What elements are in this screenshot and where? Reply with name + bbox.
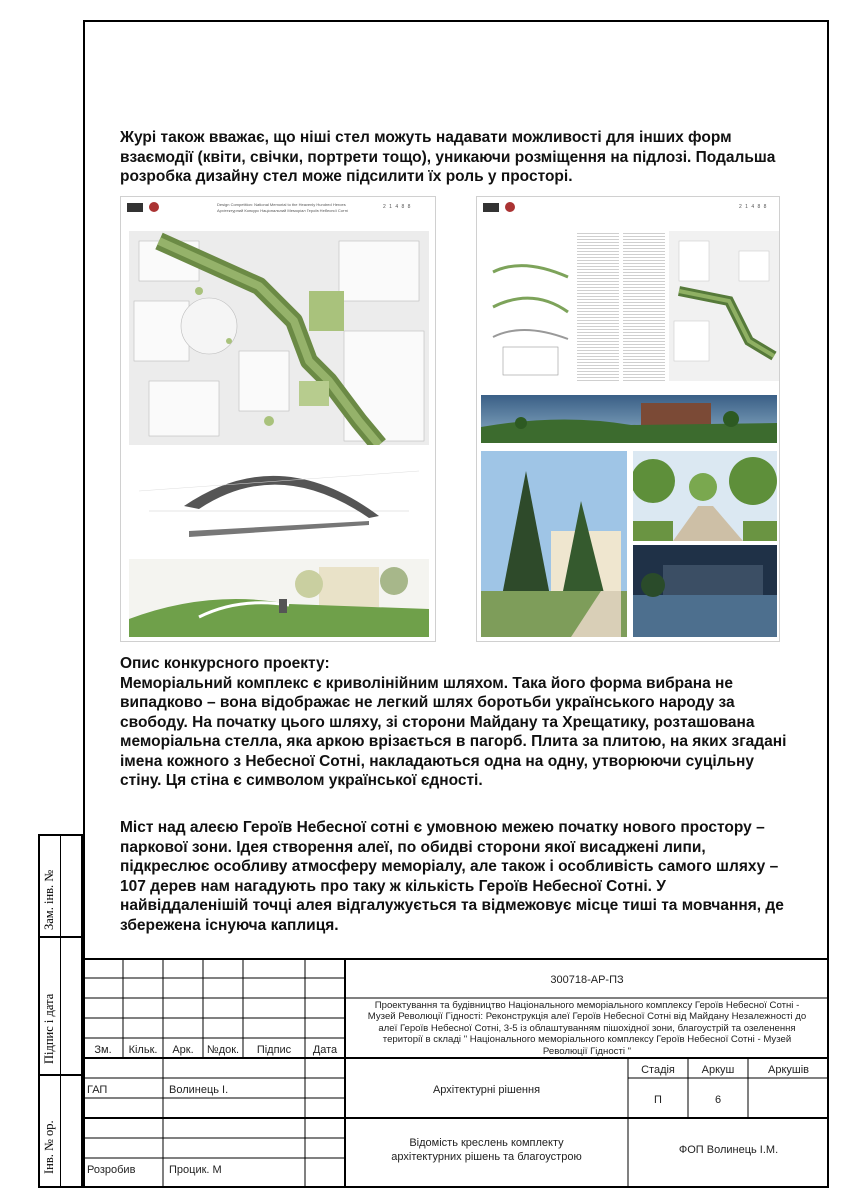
gap-label: ГАП — [87, 1084, 108, 1096]
side-stamp-zam-inv — [38, 834, 83, 938]
header-kilk: Кільк. — [128, 1044, 158, 1056]
sheet-value: 6 — [714, 1094, 722, 1106]
aerial-render-image — [669, 231, 779, 381]
board-emblem — [149, 202, 159, 212]
description-line: імена кожного з Небесної Сотні, накладаються одна на одну, утворюючи суцільну — [120, 752, 755, 770]
title-block — [83, 958, 829, 1188]
developer-name: Процик. М — [169, 1164, 222, 1176]
sheets-label: Аркушів — [767, 1064, 809, 1076]
stage-label: Стадія — [641, 1064, 675, 1076]
stage-value: П — [654, 1094, 662, 1106]
site-plan-image — [129, 231, 429, 445]
section-name: Архітектурні рішення — [432, 1084, 541, 1096]
perspective-render-image — [129, 559, 429, 637]
document-title-line: Відомість креслень комплекту — [409, 1137, 564, 1149]
sheet-label: Аркуш — [701, 1064, 735, 1076]
header-zm: Зм. — [94, 1044, 112, 1056]
description-line: підкреслює особливу атмосферу меморіалу, але також і особливість самого шляху – — [120, 858, 779, 875]
document-code: 300718-АР-ПЗ — [550, 974, 624, 986]
board-text-column — [577, 231, 619, 381]
stele-section-image — [129, 451, 429, 551]
header-ndok: №док. — [206, 1044, 240, 1056]
board-code: 2 1 4 8 8 — [383, 204, 412, 210]
competition-board-right — [476, 196, 780, 642]
project-name-line: території в складі " Національного меморіального комплексу Героїв Небесної Сотні - Музей — [382, 1034, 792, 1046]
competition-board-left — [120, 196, 436, 642]
intro-paragraph — [120, 128, 800, 187]
board-subtitle: Архітектурний Конкурс Національний Меморіал Героїв Небесної Сотні — [217, 208, 348, 213]
description-line: Меморіальний комплекс є криволінійним шляхом. Така його форма вибрана не — [120, 674, 734, 692]
description-line: 107 дерев нам нагадують про таку ж кількість Героїв Небесної Сотні. У — [120, 877, 666, 895]
project-name-line: Революції Гідності " — [542, 1045, 632, 1057]
board-emblem — [505, 202, 515, 212]
side-stamp-inv-or — [38, 1074, 83, 1188]
developer-label: Розробив — [87, 1164, 136, 1176]
night-render-image — [633, 545, 777, 637]
header-data: Дата — [312, 1044, 338, 1056]
project-name-line: Проектування та будівництво Національного меморіального комплексу Героїв Небесної Сотні - — [374, 1000, 800, 1011]
description-line: свободу. На початку цього шляху, зі сторони Майдану та Хрещатику, розташована — [120, 713, 755, 731]
description-line: найвіддаленішій точці алея відгалужується та відмежовує місце тиші та мовчання, де — [120, 897, 784, 914]
board-logo — [483, 203, 499, 212]
side-stamp-pidpys — [38, 936, 83, 1076]
document-title-line: архітектурних рішень та благоустрою — [391, 1151, 582, 1163]
description-line: збережена існуюча каплиця. — [120, 916, 339, 934]
header-pidpys: Підпис — [256, 1044, 292, 1056]
board-logo — [127, 203, 143, 212]
intro-line: взаємодії (квіти, свічки, портрети тощо), уникаючи розміщення на підлозі. Подальша — [120, 148, 776, 166]
project-name — [347, 1000, 827, 1057]
header-ark: Арк. — [172, 1044, 194, 1056]
description-line: випадково – вона відображає не легкий шлях боротьби українського народу за — [120, 694, 735, 711]
project-name-line: Музей Революції Гідності: Реконструкція алеї Героїв Небесної Сотні від Майдану Незалежності до — [367, 1011, 807, 1023]
gap-name: Волинець І. — [169, 1084, 229, 1096]
description-line: паркової зони. Ідея створення алеї, по обидві сторони якої висаджені липи, — [120, 838, 706, 856]
company-name: ФОП Волинець І.М. — [678, 1144, 779, 1156]
description-line: стіну. Ця стіна є символом української єдності. — [120, 772, 483, 789]
description-line: меморіальна стелла, яка аркою врізається в пагорб. Плита за плитою, на яких згадані — [120, 733, 787, 750]
project-name-line: алеї Героїв Небесної Сотні, 3-5 із облаштуванням пішохідної зони, благоустрій та озеленення — [378, 1022, 796, 1034]
intro-line: розробка дизайну стел може підсилити їх роль у просторі. — [120, 168, 573, 185]
side-label-zam-inv: Зам. інв. № — [42, 869, 56, 930]
board-title: Design Competition: National Memorial to the Heavenly Hundred Heroes — [217, 202, 346, 207]
project-description — [120, 654, 800, 791]
side-label-inv-or: Інв. № ор. — [42, 1120, 56, 1174]
intro-line: Журі також вважає, що ніші стел можуть надавати можливості для інших форм — [120, 129, 732, 146]
description-line: Міст над алеєю Героїв Небесної сотні є умовною межею початку нового простору – — [120, 819, 765, 836]
side-label-pidpys: Підпис і дата — [42, 993, 56, 1064]
description-heading: Опис конкурсного проекту: — [120, 655, 330, 672]
diagrams-image — [483, 227, 573, 377]
panorama-image — [481, 395, 777, 443]
board-text-column — [623, 231, 665, 381]
document-title — [345, 1136, 628, 1164]
board-code: 2 1 4 8 8 — [739, 204, 768, 210]
tree-alley-photo-image — [633, 451, 777, 541]
alley-photo-image — [481, 451, 627, 637]
project-description-part2 — [120, 818, 800, 935]
